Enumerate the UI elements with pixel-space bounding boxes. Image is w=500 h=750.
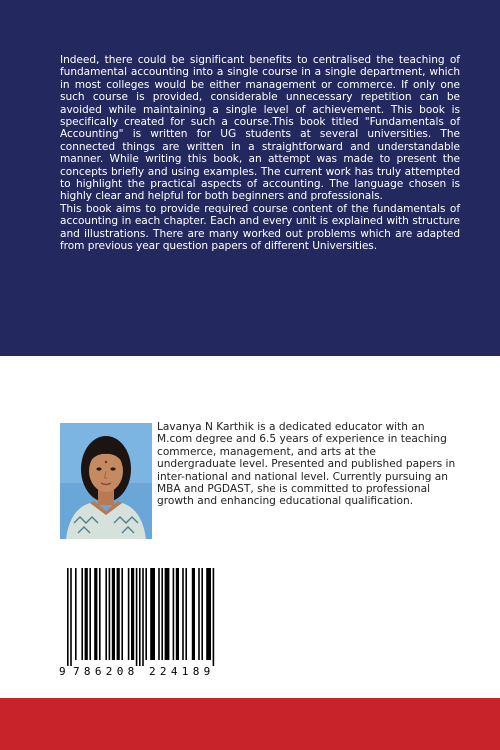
barcode-bar: [105, 568, 107, 660]
barcode-bar: [150, 568, 155, 660]
barcode-bar: [142, 568, 144, 666]
barcode-bar: [206, 568, 211, 660]
barcode-bar: [173, 568, 175, 660]
isbn-barcode: [57, 568, 230, 678]
barcode-bar: [201, 568, 203, 660]
barcode-bar: [99, 568, 101, 660]
description-paragraph-2: This book aims to provide required course content of the fundamentals of accounting in each chapter. Each and every unit is explained with structure and illustrations. There are many worked out problems which are adapted from previous year question papers of different Universities.: [60, 202, 460, 253]
book-description: [60, 54, 460, 253]
barcode-bar: [85, 568, 88, 660]
barcode-bar: [94, 568, 97, 660]
description-paragraph-1: Indeed, there could be significant benefits to centralised the teaching of fundamental accounting into a single course in a single department, which in most colleges would be either management or commerce. If only one such course is provided, considerable unnecessary repetition can be avoided while maintaining a single level of achievement. This book is specifically created for such a course.This book titled "Fundamentals of Accounting" is written for UG students at several universities. The connected things are written in a straightforward and understandable manner. While writing this book, an attempt was made to present the concepts briefly and using examples. The current work has truly attempted to highlight the practical aspects of accounting. The language chosen is highly clear and helpful for both beginners and professionals.: [60, 54, 460, 203]
barcode-bar: [81, 568, 83, 660]
barcode-digits-right: 224189: [149, 665, 215, 678]
barcode-bar: [70, 568, 72, 666]
barcode-bar: [161, 568, 163, 660]
barcode-bar: [176, 568, 179, 660]
barcode-bar: [165, 568, 170, 660]
barcode-bar: [145, 568, 147, 660]
barcode-bar: [75, 568, 77, 660]
author-biography: Lavanya N Karthik is a dedicated educator with an M.com degree and 6.5 years of experience in teaching commerce, management, and arts at the undergraduate level. Presented and published papers in inter-national and national level. Currently pursuing an MBA and PGDAST, she is committed to professional growth and enhancing educational qualification.: [157, 421, 456, 508]
barcode-bar: [89, 568, 91, 660]
barcode-bar: [213, 568, 215, 666]
barcode-bar: [121, 568, 123, 660]
barcode-bar: [117, 568, 120, 660]
barcode-bar: [131, 568, 134, 660]
author-photo: [60, 423, 152, 539]
barcode-bar: [112, 568, 115, 660]
barcode-bar: [128, 568, 130, 660]
barcode-bar: [109, 568, 111, 660]
barcode-bar: [136, 568, 138, 666]
barcode-bar: [158, 568, 160, 660]
barcode-bar: [185, 568, 187, 660]
barcode-bar: [139, 568, 141, 666]
author-portrait-image: [60, 423, 152, 539]
barcode-bar: [192, 568, 195, 660]
back-cover-bottom-band: [0, 698, 500, 750]
barcode-graphic: [57, 568, 230, 678]
barcode-digit-first: 9: [59, 665, 66, 678]
barcode-bar: [182, 568, 184, 660]
barcode-digits-left: 786208: [73, 665, 139, 678]
barcode-bar: [198, 568, 200, 660]
barcode-bar: [67, 568, 69, 666]
